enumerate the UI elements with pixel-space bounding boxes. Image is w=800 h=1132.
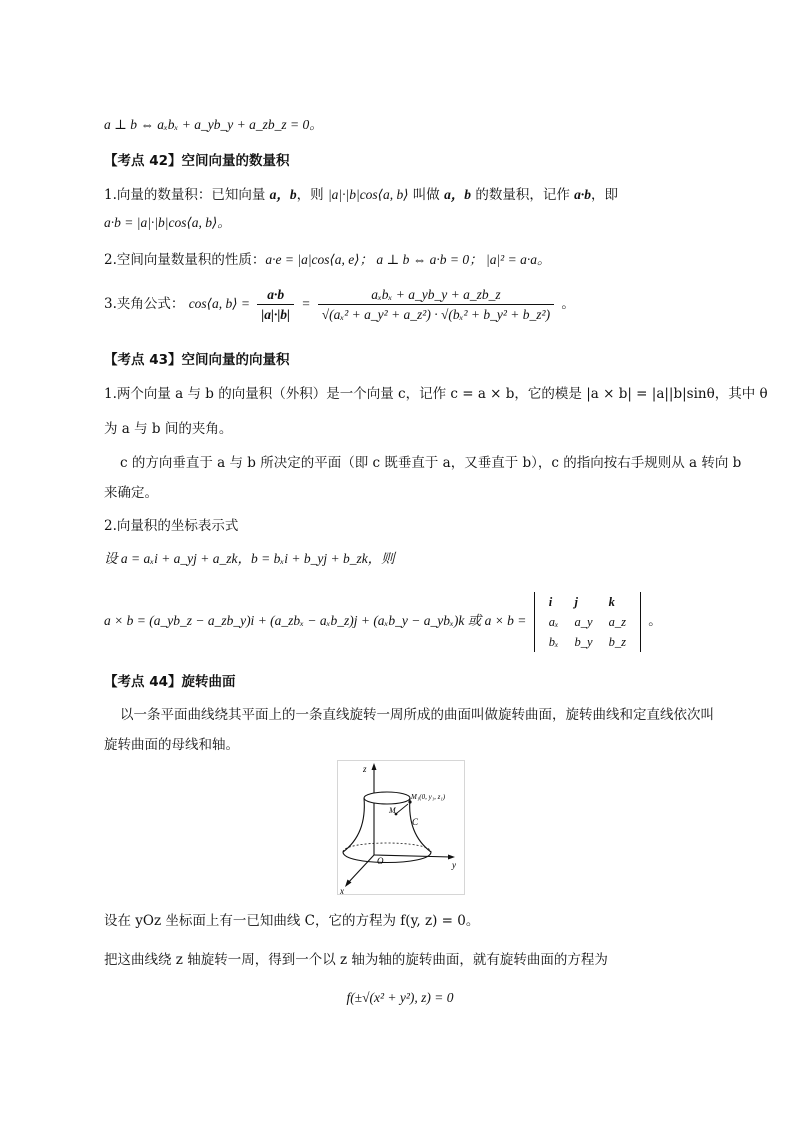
det-cell: aₓ: [548, 614, 559, 629]
det-cell: j: [574, 594, 579, 609]
det-row: [541, 592, 634, 612]
fraction-numerator: a·b: [257, 287, 294, 305]
section-44-p1-line1: 以一条平面曲线绕其平面上的一条直线旋转一周所成的曲面叫做旋转曲面，旋转曲线和定直线依次叫: [120, 707, 714, 723]
text: 。: [648, 613, 662, 629]
y-axis: [374, 855, 451, 857]
det-cell: i: [548, 594, 553, 609]
math-ab: a，b: [269, 187, 297, 202]
fraction-denominator: √(aₓ² + a_y² + a_z²) · √(bₓ² + b_y² + b_z²): [321, 307, 551, 322]
label-c: C: [412, 817, 419, 827]
section-43-p2-line2: 来确定。: [104, 485, 158, 501]
section-44-p1-line2: 旋转曲面的母线和轴。: [104, 737, 239, 753]
fraction-denominator: |a|·|b|: [261, 307, 291, 322]
section-44-title: 【考点 44】旋转曲面: [104, 674, 236, 690]
text: 2.空间向量数量积的性质：: [104, 252, 266, 268]
text: 。: [561, 296, 575, 312]
text: 1.向量的数量积：已知向量: [104, 187, 270, 203]
math-ab: a，b: [444, 187, 472, 202]
rotation-surface-equation: f(±√(x² + y²), z) = 0: [346, 990, 454, 1005]
math-dot-expr: |a|·|b|cos⟨a, b⟩: [327, 187, 409, 202]
det-cell: b_y: [574, 634, 593, 649]
det-cell: b_z: [608, 634, 626, 649]
surface-of-revolution-figure: [337, 760, 465, 895]
text: 3.夹角公式：: [104, 296, 185, 312]
text: ，则: [296, 187, 328, 203]
cross-product-formula: [104, 588, 662, 654]
math-properties: a·e = |a|cos⟨a, e⟩； a ⊥ b ⇔ a·b = 0； |a|² = a·a。: [265, 252, 551, 267]
fraction-numerator: aₓbₓ + a_yb_y + a_zb_z: [318, 287, 554, 305]
fraction-components: [318, 287, 554, 322]
top-circle: [364, 792, 410, 804]
math-dot-notation: a·b: [574, 187, 592, 202]
section-43-p1-line2: 为 a 与 b 间的夹角。: [104, 421, 233, 437]
math-cos-lhs: cos⟨a, b⟩ =: [188, 296, 250, 311]
left-generatrix: [343, 798, 364, 852]
text: 的数量积，记作: [471, 187, 575, 203]
section-44-p2: 设在 yOz 坐标面上有一已知曲线 C，它的方程为 f(y, z) = 0。: [104, 913, 480, 929]
label-m1: M₁(0, y₁, z₁): [411, 793, 446, 801]
det-row: [541, 632, 634, 652]
section-43-p3: 2.向量积的坐标表示式: [104, 518, 239, 534]
section-42-title: 【考点 42】空间向量的数量积: [104, 153, 290, 169]
label-y: y: [452, 860, 456, 870]
label-origin: O: [377, 856, 384, 866]
det-cell: a_y: [574, 614, 593, 629]
section-43-p4: 设 a = aₓi + a_yj + a_zk，b = bₓi + b_yj + b_zk，则: [104, 551, 395, 566]
fraction-dot-over-norms: [257, 287, 294, 322]
label-z: z: [363, 764, 367, 774]
text: 叫做: [408, 187, 445, 203]
determinant: [534, 592, 641, 652]
math-cross-expansion: a × b = (a_yb_z − a_zb_y)i + (a_zbₓ − aₓb_z)j + (aₓb_y − a_ybₓ)k 或 a × b =: [104, 613, 527, 628]
section-43-title: 【考点 43】空间向量的向量积: [104, 352, 290, 368]
section-42-p1-line2: a·b = |a|·|b|cos⟨a, b⟩。: [104, 215, 231, 230]
section-42-p2: [104, 251, 550, 269]
section-42-p1-line1: [104, 186, 618, 204]
det-row: [541, 612, 634, 632]
section-43-p1-line1: 1.两个向量 a 与 b 的向量积（外积）是一个向量 c，记作 c = a × b，它的模是 |a × b| = |a||b|sinθ，其中 θ: [104, 386, 768, 402]
perp-formula: a ⊥ b ⇔ aₓbₓ + a_yb_y + a_zb_z = 0。: [104, 117, 323, 132]
section-44-p3: 把这曲线绕 z 轴旋转一周，得到一个以 z 轴为轴的旋转曲面，就有旋转曲面的方程为: [104, 952, 608, 968]
label-x: x: [340, 886, 344, 895]
section-42-p3: 3.夹角公式： cos⟨a, b⟩ = $\frac{a\cdot b}{|a|\cdot|b|}$ = $\frac{\text{aₓbₓ + a\_yb\_y + a\_zb\_z}}{\text{√(aₓ² + a\_y² + a\_z²) · √(bₓ² + b\_y² + b\_z²)}}$ 。: [104, 287, 575, 322]
label-m: M: [389, 806, 396, 815]
det-cell: a_z: [608, 614, 626, 629]
x-axis: [347, 855, 374, 884]
text: ，即: [591, 187, 619, 203]
det-cell: k: [608, 594, 615, 609]
section-43-p2-line1: c 的方向垂直于 a 与 b 所决定的平面（即 c 既垂直于 a，又垂直于 b），c 的指向按右手规则从 a 转向 b: [120, 455, 742, 471]
det-cell: bₓ: [548, 634, 559, 649]
